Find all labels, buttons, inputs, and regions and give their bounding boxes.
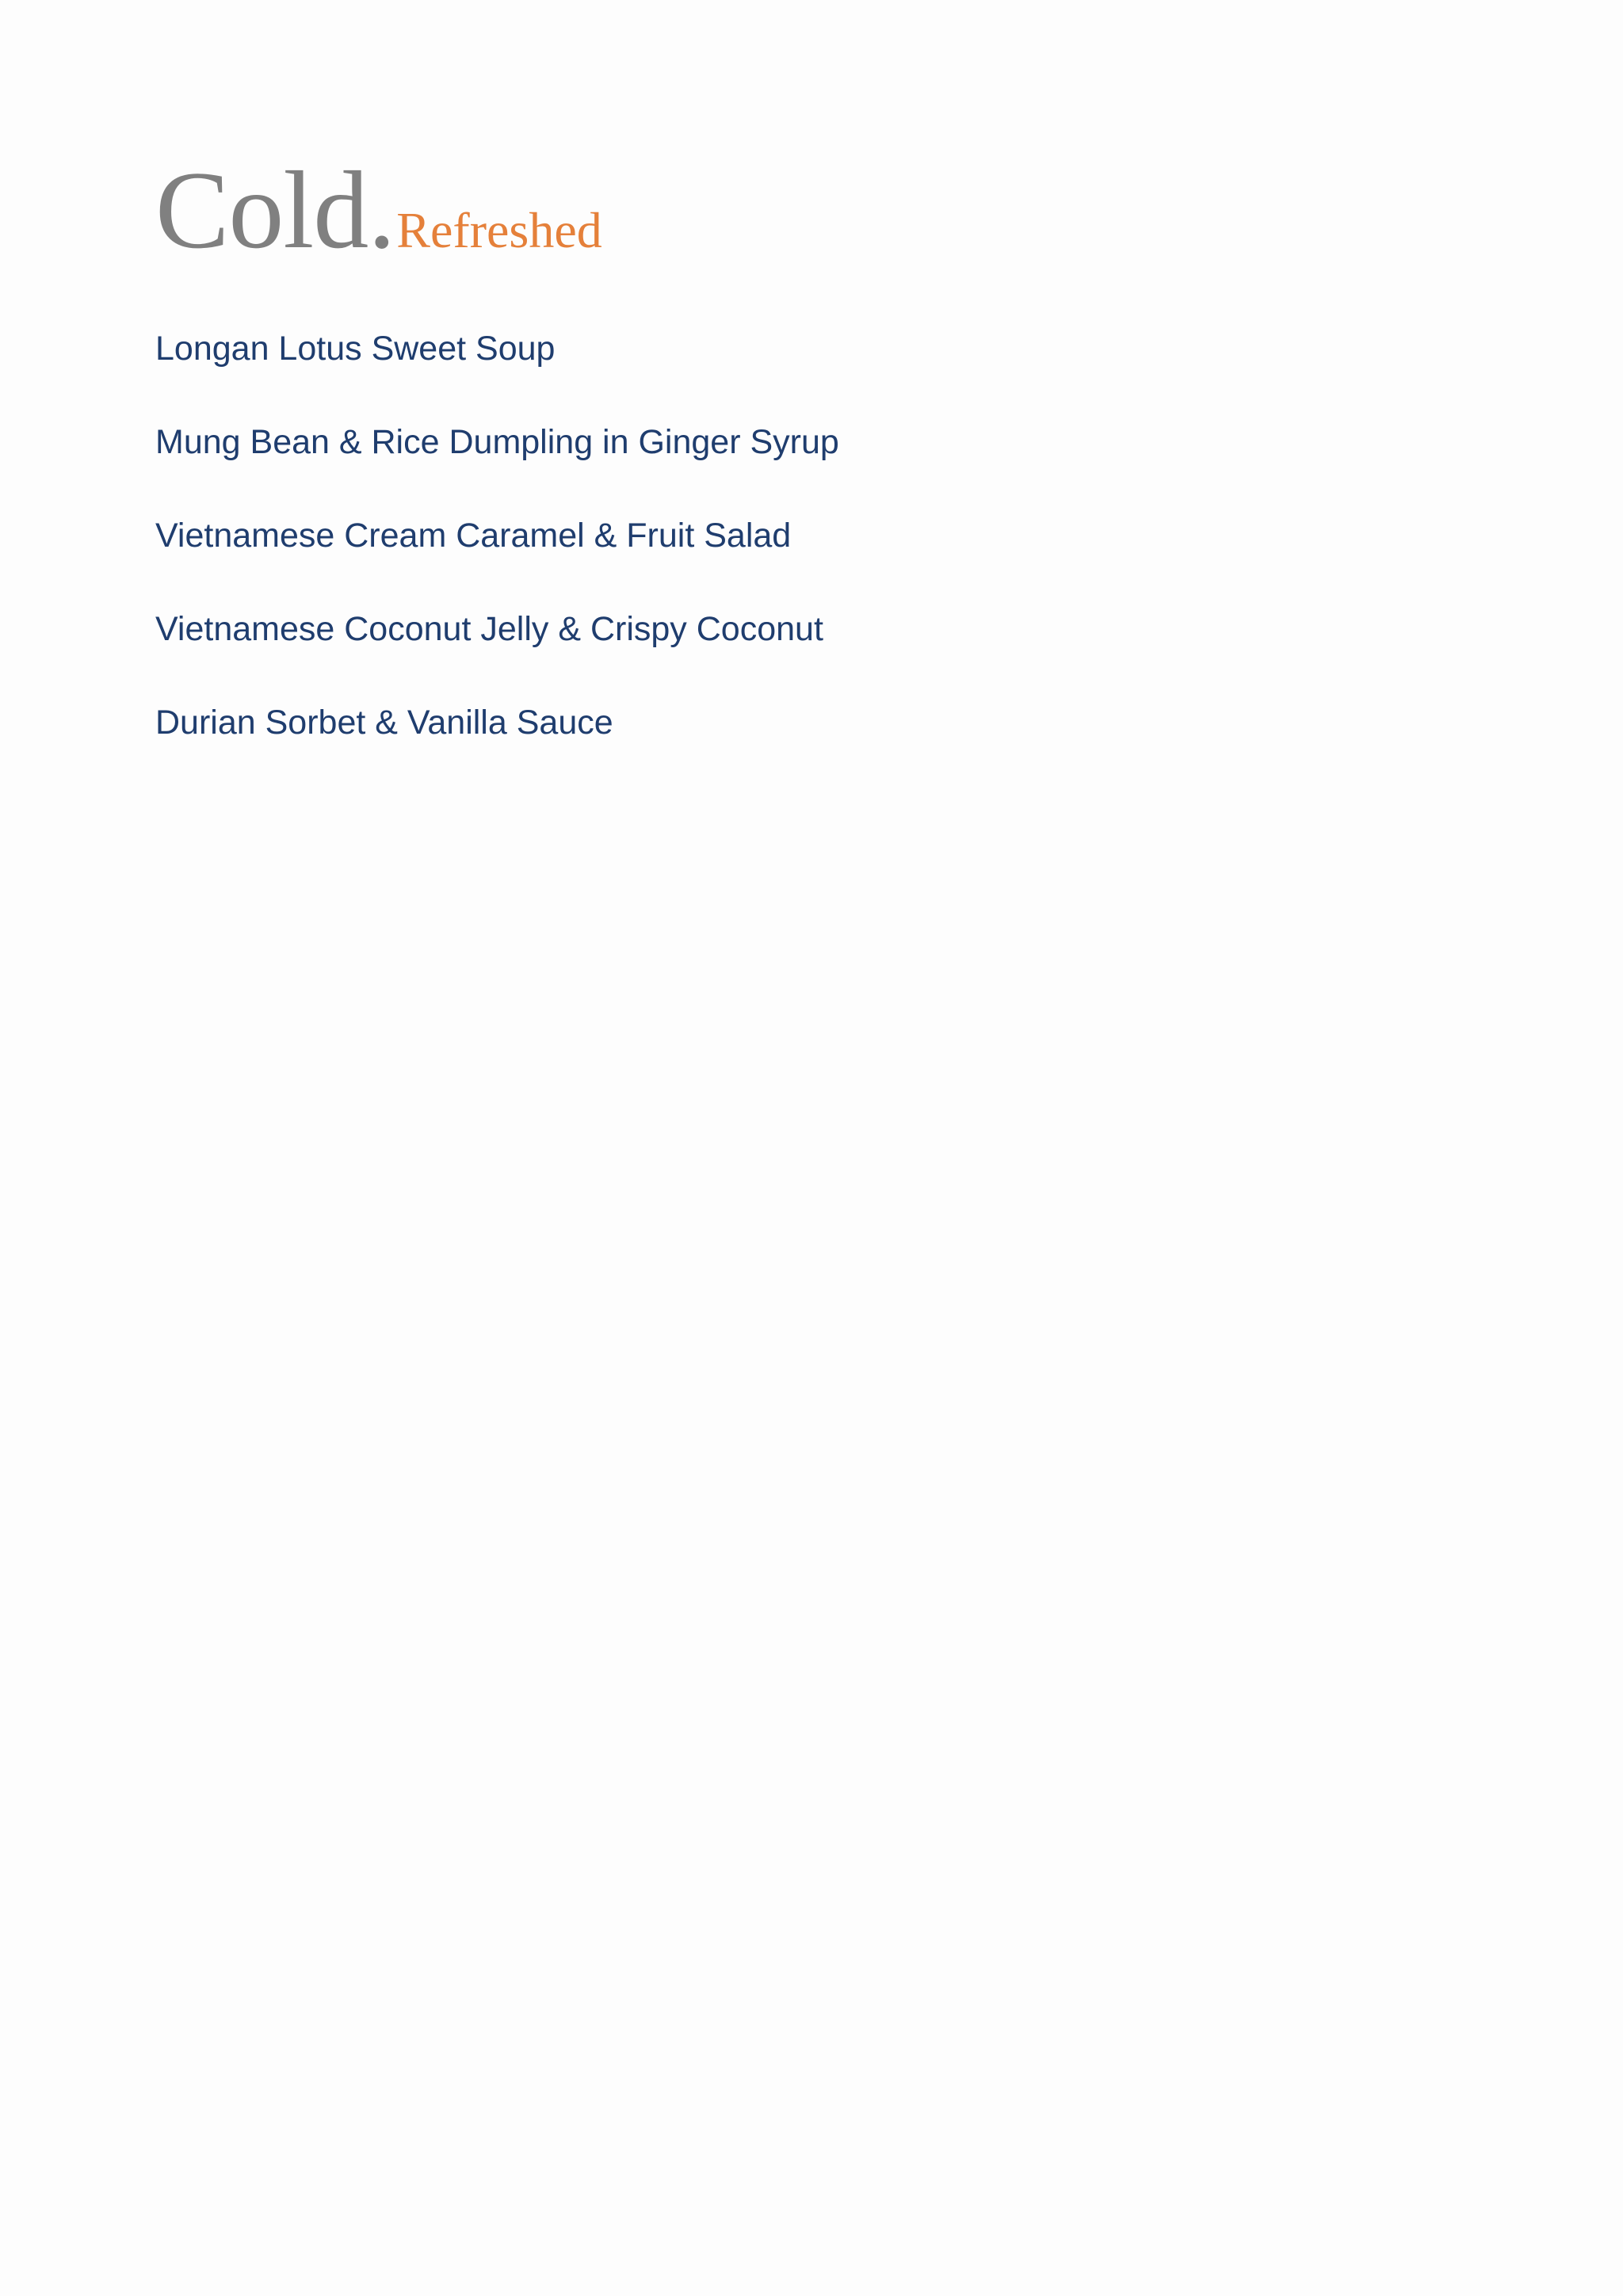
list-item: Vietnamese Coconut Jelly & Crispy Coconut (155, 610, 823, 648)
list-item: Durian Sorbet & Vanilla Sauce (155, 704, 613, 742)
section-heading (155, 149, 602, 272)
list-item: Vietnamese Cream Caramel & Fruit Salad (155, 517, 792, 555)
heading-sub: Refreshed (396, 202, 602, 258)
list-item: Longan Lotus Sweet Soup (155, 330, 556, 368)
dessert-list (155, 326, 839, 794)
heading-main: Cold. (155, 149, 395, 272)
list-item: Mung Bean & Rice Dumpling in Ginger Syrup (155, 423, 839, 461)
